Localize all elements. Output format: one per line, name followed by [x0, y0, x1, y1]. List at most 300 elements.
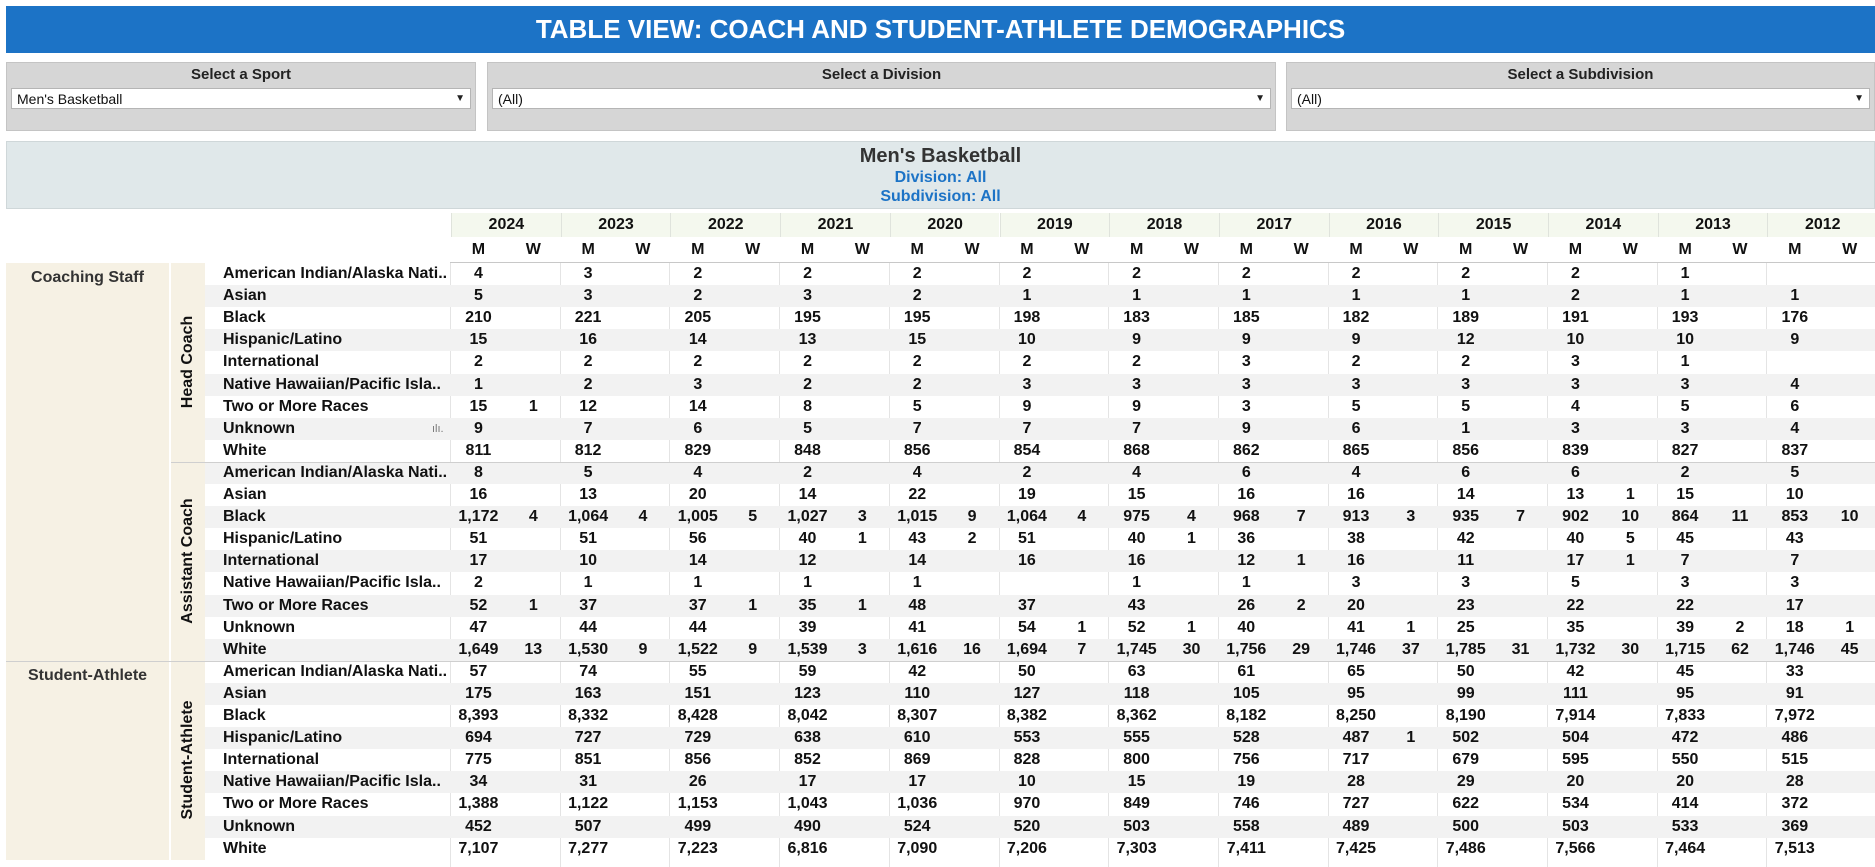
- value-men: 3: [1351, 375, 1361, 393]
- sport-title: Men's Basketball: [859, 145, 1022, 167]
- value-men: 10: [1018, 331, 1036, 349]
- value-men: 1,745: [1116, 640, 1157, 658]
- page-banner-title: TABLE VIEW: COACH AND STUDENT-ATHLETE DEMOGRAPHICS: [6, 6, 1875, 53]
- gender-header-w: W: [1403, 241, 1419, 258]
- value-men: 8,362: [1116, 707, 1157, 724]
- value-men: 28: [1785, 773, 1804, 791]
- value-men: 15: [469, 397, 488, 415]
- gender-header-w: W: [1183, 241, 1200, 258]
- race-label: International: [223, 552, 320, 570]
- race-label: Black: [223, 707, 266, 724]
- race-label: White: [223, 441, 267, 459]
- value-men: 902: [1562, 508, 1589, 526]
- value-men: 8,428: [677, 707, 718, 724]
- value-men: 913: [1342, 508, 1370, 526]
- value-men: 26: [1237, 596, 1256, 614]
- value-men: 3: [583, 265, 593, 282]
- gender-header-m: M: [800, 241, 815, 258]
- value-men: 13: [798, 331, 817, 349]
- value-men: 694: [465, 729, 492, 747]
- value-men: 7,277: [568, 839, 609, 857]
- value-men: 852: [794, 751, 821, 769]
- race-label: Native Hawaiian/Pacific Isla..: [223, 773, 441, 791]
- value-women: 13: [524, 640, 543, 658]
- value-men: 17: [1566, 552, 1585, 570]
- value-men: 16: [1018, 552, 1036, 570]
- value-men: 499: [684, 817, 712, 835]
- value-men: 7,411: [1226, 839, 1266, 857]
- sport-select-value: Men's Basketball: [17, 90, 123, 107]
- subdivision-filter: [1286, 62, 1875, 131]
- value-men: 1,732: [1555, 640, 1596, 658]
- value-men: 5: [803, 419, 812, 437]
- race-label: Native Hawaiian/Pacific Isla..: [223, 574, 441, 592]
- value-men: 195: [794, 309, 821, 327]
- value-men: 1,649: [458, 640, 499, 658]
- value-men: 195: [903, 309, 931, 327]
- value-men: 176: [1781, 309, 1809, 327]
- subdivision-select[interactable]: [1291, 88, 1870, 109]
- value-men: 22: [908, 486, 927, 503]
- subdivision-subtitle: Subdivision: All: [880, 188, 1001, 205]
- value-men: 369: [1781, 817, 1809, 835]
- value-men: 19: [1018, 486, 1036, 503]
- value-men: 2: [473, 353, 483, 371]
- mini-bars-icon: ılı.: [432, 423, 444, 435]
- value-women: 1: [1406, 618, 1416, 636]
- gender-header-m: M: [1239, 241, 1253, 258]
- value-women: 1: [857, 530, 867, 548]
- value-men: 44: [579, 618, 597, 636]
- value-men: 1: [693, 574, 703, 592]
- value-men: 486: [1781, 729, 1809, 747]
- value-men: 1,064: [1006, 508, 1047, 526]
- value-men: 8,182: [1226, 707, 1267, 724]
- value-men: 10: [1785, 486, 1804, 503]
- division-select[interactable]: [492, 88, 1271, 109]
- value-men: 2: [1132, 353, 1142, 371]
- value-men: 35: [798, 596, 817, 614]
- subgroup-divider: [171, 462, 1875, 463]
- value-men: 7: [1680, 552, 1690, 570]
- value-men: 1: [1022, 287, 1032, 305]
- value-men: 8,307: [897, 707, 938, 724]
- value-men: 1,153: [677, 795, 718, 813]
- gender-header-w: W: [854, 241, 870, 258]
- value-men: 864: [1671, 508, 1699, 526]
- value-men: 854: [1013, 441, 1041, 459]
- value-men: 856: [684, 751, 712, 769]
- value-men: 8,190: [1445, 707, 1486, 724]
- table-row: [205, 793, 1875, 815]
- group-divider: [6, 661, 1875, 662]
- gender-header-m: M: [1568, 241, 1583, 258]
- value-men: 51: [469, 530, 488, 548]
- race-label: Asian: [223, 486, 267, 503]
- race-label: Unknown: [223, 817, 295, 835]
- value-women: 10: [1840, 508, 1859, 526]
- year-header: 2017: [1219, 213, 1329, 237]
- value-men: 15: [1676, 486, 1694, 503]
- value-men: 970: [1013, 795, 1041, 813]
- value-men: 210: [465, 309, 492, 327]
- value-men: 51: [579, 530, 597, 548]
- table-row: [205, 484, 1875, 506]
- value-men: 42: [1456, 530, 1475, 548]
- value-women: 1: [1187, 618, 1196, 636]
- value-men: 555: [1123, 729, 1150, 747]
- gender-header-w: W: [525, 241, 541, 258]
- value-men: 638: [794, 729, 821, 747]
- value-men: 10: [579, 552, 597, 570]
- value-men: 3: [1680, 375, 1690, 393]
- value-men: 9: [1241, 419, 1251, 437]
- value-women: 1: [1625, 486, 1635, 503]
- value-men: 4: [912, 463, 922, 481]
- value-men: 503: [1123, 817, 1150, 835]
- value-men: 40: [1237, 618, 1256, 636]
- value-men: 5: [912, 397, 922, 415]
- value-women: 9: [638, 640, 648, 658]
- value-men: 2: [912, 265, 922, 282]
- value-men: 151: [684, 684, 712, 702]
- value-men: 1,005: [677, 508, 718, 526]
- table-row: [205, 396, 1875, 418]
- value-men: 10: [1018, 773, 1036, 791]
- table-row: [205, 462, 1875, 484]
- value-men: 182: [1342, 309, 1370, 327]
- value-men: 16: [1347, 552, 1365, 570]
- value-women: 4: [1077, 508, 1087, 526]
- value-men: 975: [1123, 508, 1150, 526]
- value-women: 7: [1516, 508, 1526, 526]
- value-men: 853: [1781, 508, 1809, 526]
- value-men: 1: [583, 574, 593, 592]
- value-women: 1: [1625, 552, 1635, 570]
- value-men: 839: [1562, 441, 1589, 459]
- value-men: 4: [1790, 375, 1800, 393]
- value-men: 22: [1676, 596, 1694, 614]
- value-men: 800: [1123, 751, 1150, 769]
- value-men: 717: [1342, 751, 1370, 769]
- value-men: 91: [1785, 684, 1804, 702]
- race-label: International: [223, 353, 320, 371]
- value-men: 746: [1232, 795, 1260, 813]
- value-men: 23: [1456, 596, 1475, 614]
- value-men: 507: [574, 817, 602, 835]
- value-men: 65: [1347, 662, 1365, 680]
- value-men: 14: [688, 331, 707, 349]
- value-men: 13: [579, 486, 597, 503]
- table-row: [205, 440, 1875, 462]
- value-women: 5: [1625, 530, 1635, 548]
- value-men: 52: [1127, 618, 1146, 636]
- value-men: 1: [1461, 419, 1471, 437]
- race-label: Two or More Races: [223, 596, 369, 614]
- value-men: 7,090: [897, 839, 938, 857]
- table-row: [205, 307, 1875, 329]
- value-men: 3: [1241, 353, 1251, 371]
- value-men: 2: [1132, 265, 1142, 282]
- value-men: 198: [1013, 309, 1041, 327]
- value-men: 372: [1781, 795, 1809, 813]
- table-row: [205, 749, 1875, 771]
- value-men: 17: [469, 552, 488, 570]
- value-men: 2: [912, 375, 922, 393]
- value-men: 14: [798, 486, 817, 503]
- value-men: 9: [1241, 331, 1251, 349]
- value-men: 16: [579, 331, 597, 349]
- value-men: 4: [1351, 463, 1361, 481]
- year-header: 2024: [451, 213, 561, 237]
- value-men: 7: [1790, 552, 1800, 570]
- value-men: 51: [1018, 530, 1036, 548]
- race-label: Black: [223, 508, 266, 526]
- value-men: 28: [1347, 773, 1365, 791]
- value-women: 31: [1511, 640, 1530, 658]
- value-men: 15: [908, 331, 927, 349]
- value-men: 25: [1456, 618, 1475, 636]
- dropdown-arrow-icon: ▼: [1255, 93, 1265, 104]
- gender-header-m: M: [1788, 241, 1802, 258]
- value-women: 5: [748, 508, 758, 526]
- value-men: 105: [1232, 684, 1260, 702]
- year-header: 2021: [780, 213, 890, 237]
- division-select-value: (All): [498, 90, 523, 107]
- gender-header-m: M: [581, 241, 595, 258]
- value-men: 7,303: [1116, 839, 1157, 857]
- value-men: 827: [1671, 441, 1699, 459]
- value-men: 1: [1461, 287, 1471, 305]
- gender-header-w: W: [745, 241, 761, 258]
- table-row: [205, 506, 1875, 528]
- value-women: 2: [1296, 596, 1306, 614]
- year-header: 2013: [1658, 213, 1768, 237]
- value-men: 1,522: [677, 640, 718, 658]
- value-men: 6,816: [787, 839, 828, 857]
- value-men: 29: [1456, 773, 1475, 791]
- value-men: 520: [1013, 817, 1041, 835]
- value-men: 5: [1461, 397, 1471, 415]
- value-women: 1: [528, 596, 538, 614]
- gender-header-m: M: [471, 241, 486, 258]
- value-men: 504: [1562, 729, 1589, 747]
- division-filter-label: Select a Division: [821, 66, 942, 83]
- value-men: 16: [1237, 486, 1256, 503]
- value-men: 14: [908, 552, 927, 570]
- value-men: 5: [1570, 574, 1580, 592]
- subdivision-filter-label: Select a Subdivision: [1507, 66, 1654, 83]
- year-header: 2020: [890, 213, 1000, 237]
- year-header: 2019: [1000, 213, 1110, 237]
- value-men: 221: [574, 309, 602, 327]
- race-label: White: [223, 839, 267, 857]
- value-men: 1: [803, 574, 812, 592]
- value-men: 1: [473, 375, 483, 393]
- value-men: 515: [1781, 751, 1809, 769]
- gender-header-w: W: [964, 241, 980, 258]
- value-men: 6: [1241, 463, 1251, 481]
- value-men: 127: [1013, 684, 1041, 702]
- sport-filter-label: Select a Sport: [190, 66, 292, 83]
- value-women: 1: [1845, 618, 1855, 636]
- value-men: 7,914: [1555, 707, 1596, 724]
- value-men: 595: [1562, 751, 1589, 769]
- value-men: 38: [1347, 530, 1365, 548]
- value-men: 54: [1018, 618, 1036, 636]
- value-men: 558: [1232, 817, 1260, 835]
- dropdown-arrow-icon: ▼: [1854, 93, 1864, 104]
- value-men: 1,027: [787, 508, 828, 526]
- race-label: American Indian/Alaska Nati..: [223, 662, 448, 680]
- value-men: 1: [1790, 287, 1800, 305]
- value-men: 3: [1790, 574, 1800, 592]
- value-men: 6: [693, 419, 703, 437]
- value-men: 34: [469, 773, 488, 791]
- division-subtitle: Division: All: [894, 169, 987, 186]
- value-women: 11: [1731, 508, 1749, 526]
- value-men: 20: [1566, 773, 1585, 791]
- value-men: 1,746: [1774, 640, 1815, 658]
- race-label: Black: [223, 309, 266, 327]
- value-men: 110: [904, 684, 931, 702]
- value-men: 2: [473, 574, 483, 592]
- value-men: 2: [1680, 463, 1690, 481]
- value-men: 2: [912, 353, 922, 371]
- value-men: 868: [1123, 441, 1150, 459]
- sport-select[interactable]: [11, 88, 471, 109]
- value-men: 43: [1785, 530, 1804, 548]
- value-men: 500: [1452, 817, 1480, 835]
- value-men: 9: [1351, 331, 1361, 349]
- value-men: 524: [903, 817, 931, 835]
- value-men: 490: [794, 817, 821, 835]
- value-women: 4: [528, 508, 538, 526]
- value-men: 2: [803, 375, 812, 393]
- value-men: 185: [1232, 309, 1260, 327]
- race-label: Native Hawaiian/Pacific Isla..: [223, 375, 441, 393]
- value-men: 3: [1132, 375, 1142, 393]
- value-men: 9: [1790, 331, 1800, 349]
- value-men: 2: [1570, 287, 1580, 305]
- value-men: 14: [688, 397, 707, 415]
- value-men: 99: [1456, 684, 1475, 702]
- value-men: 1: [1132, 574, 1142, 592]
- value-men: 935: [1452, 508, 1480, 526]
- value-men: 17: [798, 773, 817, 791]
- value-women: 30: [1621, 640, 1640, 658]
- value-men: 37: [1018, 596, 1036, 614]
- value-men: 3: [1570, 375, 1580, 393]
- value-men: 828: [1013, 751, 1041, 769]
- value-men: 6: [1461, 463, 1471, 481]
- value-men: 1,036: [897, 795, 938, 813]
- value-men: 19: [1237, 773, 1256, 791]
- value-men: 3: [1680, 419, 1690, 437]
- gender-header-m: M: [910, 241, 924, 258]
- value-men: 1,616: [897, 640, 938, 658]
- value-men: 8: [473, 463, 483, 481]
- value-men: 2: [583, 375, 593, 393]
- table-row: [205, 285, 1875, 307]
- gender-header-w: W: [1513, 241, 1529, 258]
- value-men: 3: [1241, 397, 1251, 415]
- table-row: [205, 595, 1875, 617]
- value-men: 8,393: [458, 707, 499, 724]
- value-men: 3: [1570, 353, 1580, 371]
- value-men: 3: [803, 287, 812, 305]
- subgroup-label: Student-Athlete: [179, 700, 196, 820]
- value-men: 489: [1342, 817, 1370, 835]
- value-men: 163: [574, 684, 602, 702]
- value-men: 3: [693, 375, 703, 393]
- value-men: 1: [1132, 287, 1142, 305]
- value-men: 8: [803, 397, 812, 415]
- value-men: 63: [1127, 662, 1146, 680]
- value-men: 849: [1123, 795, 1150, 813]
- subgroup-cell: [171, 462, 205, 661]
- value-men: 851: [574, 751, 602, 769]
- value-men: 40: [798, 530, 817, 548]
- value-men: 610: [903, 729, 931, 747]
- value-men: 5: [1790, 463, 1800, 481]
- value-women: 3: [857, 640, 867, 658]
- value-women: 9: [748, 640, 758, 658]
- value-men: 52: [469, 596, 488, 614]
- value-men: 205: [684, 309, 712, 327]
- value-women: 7: [1296, 508, 1306, 526]
- table-row: [205, 351, 1875, 373]
- value-men: 1,746: [1335, 640, 1377, 658]
- value-men: 11: [1457, 552, 1475, 570]
- year-header: 2012: [1767, 213, 1875, 237]
- value-men: 1,756: [1226, 640, 1267, 658]
- value-men: 118: [1123, 684, 1150, 702]
- value-men: 7,107: [458, 839, 499, 857]
- value-men: 550: [1671, 751, 1699, 769]
- value-men: 7,513: [1774, 839, 1815, 857]
- value-men: 3: [1241, 375, 1251, 393]
- value-men: 183: [1123, 309, 1150, 327]
- value-men: 74: [579, 662, 597, 680]
- value-men: 5: [583, 463, 593, 481]
- value-men: 5: [473, 287, 483, 305]
- value-men: 41: [908, 618, 927, 636]
- value-men: 1: [1241, 574, 1251, 592]
- value-men: 12: [798, 552, 817, 570]
- subgroup-cell: [171, 263, 205, 462]
- value-men: 7,206: [1006, 839, 1047, 857]
- value-men: 1,122: [568, 795, 609, 813]
- value-men: 18: [1785, 618, 1804, 636]
- value-men: 968: [1232, 508, 1260, 526]
- race-label: International: [223, 751, 320, 769]
- gender-header-w: W: [1293, 241, 1309, 258]
- value-men: 865: [1342, 441, 1370, 459]
- value-women: 1: [748, 596, 758, 614]
- value-women: 1: [1077, 618, 1087, 636]
- value-men: 40: [1566, 530, 1585, 548]
- value-men: 2: [1022, 265, 1032, 282]
- value-men: 111: [1562, 684, 1588, 702]
- value-women: 1: [528, 397, 538, 415]
- value-men: 44: [688, 618, 707, 636]
- value-men: 7: [583, 419, 593, 437]
- value-men: 20: [1347, 596, 1365, 614]
- value-men: 14: [688, 552, 707, 570]
- value-men: 4: [693, 463, 703, 481]
- table-row: [205, 418, 1875, 440]
